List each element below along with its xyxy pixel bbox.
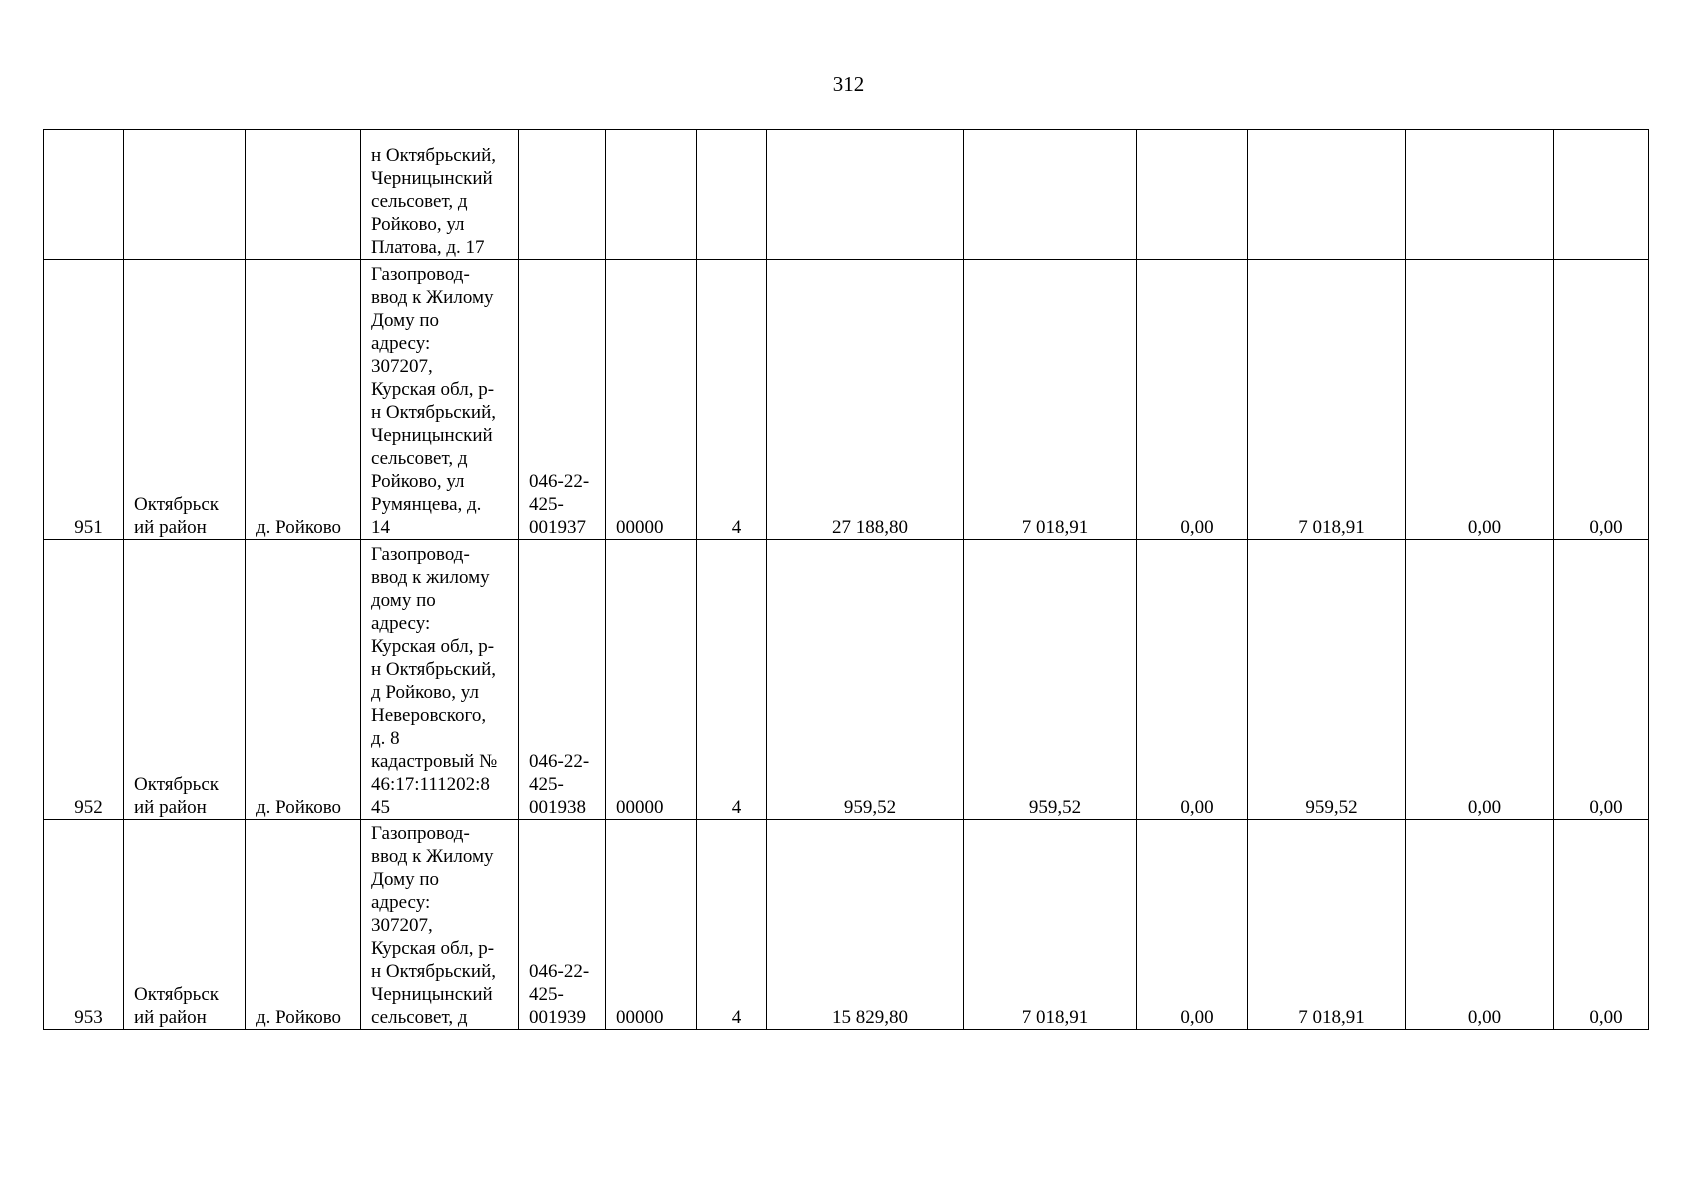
cell-num: 951 xyxy=(44,260,124,540)
cell-code: 00000 xyxy=(606,260,697,540)
inventory-text: 046-22- 425- 001937 xyxy=(529,471,590,538)
inventory-text: 046-22- 425- 001939 xyxy=(529,961,590,1028)
cell-col9: 0,00 xyxy=(1137,260,1248,540)
cell-inventory xyxy=(519,260,606,540)
cell-col12: 0,00 xyxy=(1554,820,1649,1030)
registry-table xyxy=(43,129,1649,1030)
cell-col10 xyxy=(1248,130,1406,260)
cell-col11: 0,00 xyxy=(1406,540,1554,820)
inventory-text: 046-22- 425- 001938 xyxy=(529,751,590,818)
cell-district xyxy=(124,820,246,1030)
cell-col11: 0,00 xyxy=(1406,820,1554,1030)
address-text: Газопровод- ввод к Жилому Дому по адресу: 307207, Курская обл, р- н Октябрьский, Черницынский сельсовет, д Ройково, ул Румянцева, д. 14 xyxy=(371,264,496,538)
cell-col12: 0,00 xyxy=(1554,540,1649,820)
cell-residual-cost: 7 018,91 xyxy=(964,820,1137,1030)
table-row xyxy=(44,260,1649,540)
table-row xyxy=(44,820,1649,1030)
district-text: Октябрьск ий район xyxy=(134,774,219,818)
cell-col11: 0,00 xyxy=(1406,260,1554,540)
cell-address xyxy=(361,540,519,820)
cell-col9: 0,00 xyxy=(1137,540,1248,820)
cell-locality: д. Ройково xyxy=(246,540,361,820)
cell-num xyxy=(44,130,124,260)
address-text: Газопровод- ввод к жилому дому по адресу: Курская обл, р- н Октябрьский, д Ройково, ул Неверовского, д. 8 кадастровый № 46:17:111202:8 45 xyxy=(371,544,498,818)
cell-code xyxy=(606,130,697,260)
cell-district xyxy=(124,260,246,540)
table-row-continuation xyxy=(44,130,1649,260)
cell-address xyxy=(361,130,519,260)
district-text: Октябрьск ий район xyxy=(134,494,219,538)
cell-code: 00000 xyxy=(606,540,697,820)
cell-residual-cost: 959,52 xyxy=(964,540,1137,820)
cell-initial-cost xyxy=(767,130,964,260)
cell-initial-cost: 959,52 xyxy=(767,540,964,820)
cell-group xyxy=(697,130,767,260)
cell-col9 xyxy=(1137,130,1248,260)
address-text: н Октябрьский, Черницынский сельсовет, д Ройково, ул Платова, д. 17 xyxy=(371,145,496,258)
address-text: Газопровод- ввод к Жилому Дому по адресу: 307207, Курская обл, р- н Октябрьский, Черницынский сельсовет, д xyxy=(371,823,496,1028)
cell-residual-cost: 7 018,91 xyxy=(964,260,1137,540)
cell-col12: 0,00 xyxy=(1554,260,1649,540)
cell-col10: 7 018,91 xyxy=(1248,820,1406,1030)
cell-num: 953 xyxy=(44,820,124,1030)
cell-inventory xyxy=(519,820,606,1030)
cell-group: 4 xyxy=(697,260,767,540)
cell-inventory xyxy=(519,130,606,260)
cell-residual-cost xyxy=(964,130,1137,260)
cell-initial-cost: 15 829,80 xyxy=(767,820,964,1030)
cell-initial-cost: 27 188,80 xyxy=(767,260,964,540)
cell-locality: д. Ройково xyxy=(246,820,361,1030)
cell-address xyxy=(361,820,519,1030)
cell-address xyxy=(361,260,519,540)
table-row xyxy=(44,540,1649,820)
cell-num: 952 xyxy=(44,540,124,820)
cell-locality xyxy=(246,130,361,260)
cell-col9: 0,00 xyxy=(1137,820,1248,1030)
cell-group: 4 xyxy=(697,820,767,1030)
district-text: Октябрьск ий район xyxy=(134,984,219,1028)
cell-district xyxy=(124,540,246,820)
cell-locality: д. Ройково xyxy=(246,260,361,540)
cell-col10: 959,52 xyxy=(1248,540,1406,820)
cell-inventory xyxy=(519,540,606,820)
cell-group: 4 xyxy=(697,540,767,820)
cell-col10: 7 018,91 xyxy=(1248,260,1406,540)
cell-col11 xyxy=(1406,130,1554,260)
cell-col12 xyxy=(1554,130,1649,260)
cell-code: 00000 xyxy=(606,820,697,1030)
cell-district xyxy=(124,130,246,260)
page-number: 312 xyxy=(832,72,865,96)
